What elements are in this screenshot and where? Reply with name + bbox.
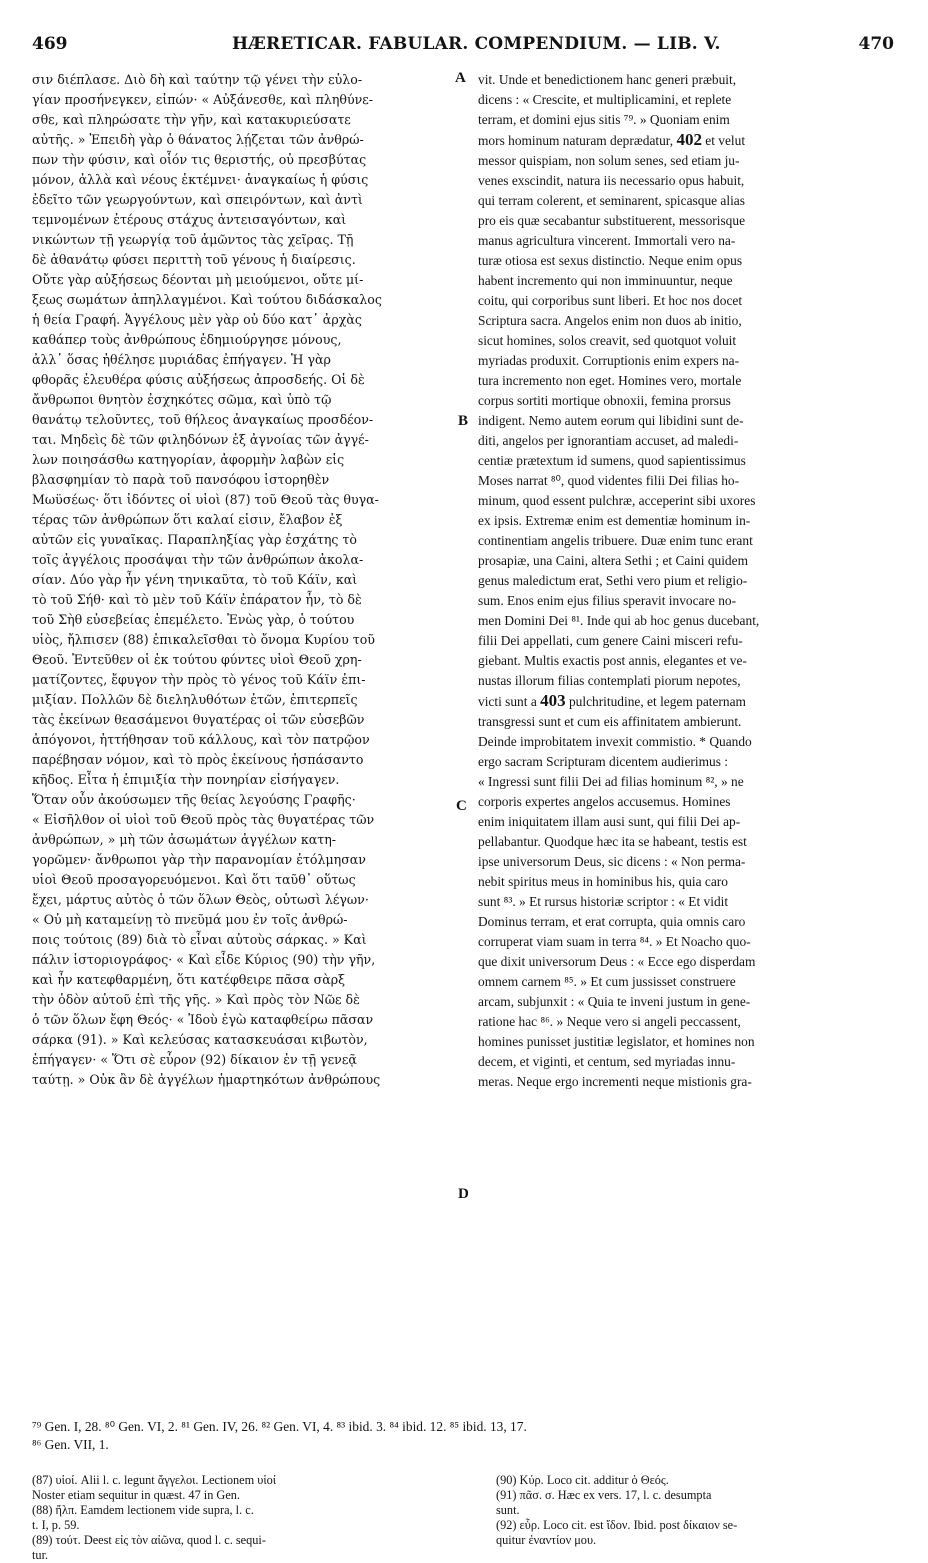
greek-text-line: ἀνθρώπων, » μὴ τῶν ἀσωμάτων ἀγγέλων κατη- [32, 832, 337, 847]
greek-text-line: τὸ τοῦ Σήθ· καὶ τὸ μὲν τοῦ Κάϊν ἐπάρατον ἦν, τὸ δὲ [32, 592, 362, 607]
latin-text-line: messor quispiam, non solum senes, sed etiam ju- [478, 153, 740, 168]
greek-text-line: καθάπερ τοὺς ἀνθρώπους ἐδημιούργησε μόνους, [32, 332, 342, 347]
latin-text-line: corpus sortiti mortique obnoxii, femina prorsus [478, 393, 731, 408]
footnote-line: (92) εὗρ. Loco cit. est ἴδον. Ibid. post δίκαιον se- [496, 1518, 738, 1532]
footnotes-right [496, 1473, 896, 1548]
greek-text-line: ταύτῃ. » Οὐκ ἂν δὲ ἀγγέλων ἡμαρτηκότων ἀνθρώπους [32, 1072, 381, 1087]
latin-column [478, 70, 894, 1092]
greek-text-line: τοῖς ἀγγέλοις προσάψαι τὴν τῶν ἀνθρώπων ἀκολα- [32, 552, 364, 567]
greek-text-line: κῆδος. Εἶτα ἡ ἐπιμιξία τὴν πονηρίαν εἰσήγαγεν. [32, 772, 340, 787]
greek-text-line: βλασφημίαν τὸ παρὰ τοῦ πανσόφου ἱστορηθὲν [32, 472, 330, 487]
latin-text-line: qui terram colerent, et seminarent, spicasque alias [478, 193, 745, 208]
latin-text-line: mors hominum naturam deprædatur, 402 et velut [478, 130, 746, 149]
latin-text-line: manus agricultura vincerent. Immortali vero na- [478, 233, 736, 248]
greek-text-line: σιν διέπλασε. Διὸ δὴ καὶ ταύτην τῷ γένει τὴν εὐλο- [32, 72, 363, 87]
greek-text-line: σίαν. Δύο γὰρ ἦν γένη τηνικαῦτα, τὸ τοῦ Κάϊν, καὶ [32, 572, 358, 587]
latin-text-line: arcam, subjunxit : « Quia te inveni justum in gene- [478, 994, 751, 1009]
greek-text-line: « Εἰσῆλθον οἱ υἱοὶ τοῦ Θεοῦ πρὸς τὰς θυγατέρας τῶν [32, 812, 375, 827]
footnote-line: sunt. [496, 1503, 520, 1517]
greek-text-line: ἐδεῖτο τῶν γεωργούντων, καὶ σπειρόντων, καὶ ἀντὶ [32, 192, 363, 207]
latin-text-line: dicens : « Crescite, et multiplicamini, et replete [478, 92, 732, 107]
greek-text-line: Μωϋσέως· ὅτι ἰδόντες οἱ υἱοὶ (87) τοῦ Θεοῦ τὰς θυγα- [32, 492, 379, 507]
latin-text-line: ipse universorum Deus, sic dicens : « Non perma- [478, 854, 746, 869]
greek-text-line: λων ποιησάσθω κατηγορίαν, ἀφορμὴν λαβὼν εἰς [32, 452, 345, 467]
greek-text-line: πων τὴν φύσιν, καὶ οἷόν τις θεριστής, οὐ πρεσβύτας [32, 152, 367, 167]
latin-text-line: omnem carnem ⁸⁵. » Et cum jussisset construere [478, 974, 736, 989]
latin-text-line: vit. Unde et benedictionem hanc generi præbuit, [478, 72, 737, 87]
latin-text-line: pro eis quæ secabantur substituerent, messorisque [478, 213, 746, 228]
latin-text-line: nebit spiritus meus in hominibus his, quia caro [478, 874, 728, 889]
latin-text-line: transgressi sunt et cum eis affinitatem ambierunt. [478, 714, 742, 729]
latin-text-line: ergo sacram Scripturam dicentem audierimus : [478, 754, 729, 769]
footnote-line: quitur ἐναντίον μου. [496, 1533, 597, 1547]
greek-text-line: ἄνθρωποι θνητὸν ἐσχηκότες σῶμα, καὶ ὑπὸ τῷ [32, 392, 332, 407]
greek-text-line: τέρας τῶν ἀνθρώπων ὅτι καλαί εἰσιν, ἔλαβον ἐξ [32, 512, 343, 527]
greek-text-line: αὐτῶν εἰς γυναῖκας. Παραπληξίας γὰρ ἐσχάτης τὸ [32, 532, 357, 547]
latin-text-line: men Domini Dei ⁸¹. Inde qui ab hoc genus ducebant, [478, 613, 760, 628]
footnote-line: (89) τούτ. Deest εἰς τὸν αἰῶνα, quod l. c. sequi- [32, 1533, 266, 1547]
latin-text-line: genus maledictum erat, Sethi vero pium et religio- [478, 573, 748, 588]
latin-text-line: homines punisset justitiæ legislator, et homines non [478, 1034, 755, 1049]
latin-text-line: que dixit universorum Deus : « Ecce ego disperdam [478, 954, 756, 969]
latin-text-line: sum. Enos enim ejus filius speravit invocare no- [478, 593, 737, 608]
latin-text-line: tura incremento non eget. Homines vero, mortale [478, 373, 742, 388]
latin-text-line: corporis expertes angelos accusemus. Homines [478, 794, 731, 809]
greek-text-line: ται. Μηδεὶς δὲ τῶν φιληδόνων ἐξ ἀγνοίας τῶν ἀγγέ- [32, 432, 369, 447]
latin-text-line: sicut homines, solos creavit, sed quotquot voluit [478, 333, 737, 348]
greek-text-line: τοῦ Σὴθ εὐσεβείας ἐπεμέλετο. Ἐνὼς γὰρ, ὁ τούτου [32, 612, 355, 627]
latin-text-line: corruperat viam suam in terra ⁸⁴. » Et Noacho quo- [478, 934, 751, 949]
latin-text-line: ratione hac ⁸⁶. » Neque vero si angeli peccassent, [478, 1014, 741, 1029]
greek-text-line: γορῶμεν· ἄνθρωποι γὰρ τὴν παρανομίαν ἐτόλμησαν [32, 852, 366, 867]
margin-marker-a: A [455, 70, 466, 86]
greek-text-line: γίαν προσήνεγκεν, εἰπών· « Αὐξάνεσθε, καὶ πληθύνε- [32, 92, 374, 107]
greek-text-line: μόνον, ἀλλὰ καὶ νέους ἐκτέμνει· ἀναγκαίως ἡ φύσις [32, 172, 369, 187]
greek-text-line: Ὅταν οὖν ἀκούσωμεν τῆς θείας λεγούσης Γραφῆς· [32, 792, 356, 807]
latin-text-line: coitu, qui corporibus sunt liberi. Et hoc nos docet [478, 293, 743, 308]
footnote-line: (91) πᾶσ. σ. Hæc ex vers. 17, l. c. desumpta [496, 1488, 712, 1502]
greek-text-line: σάρκα (91). » Καὶ κελεύσας κατασκευάσαι κιβωτὸν, [32, 1032, 368, 1047]
latin-text-line: habent incremento qui non imminuuntur, neque [478, 273, 733, 288]
latin-text-line: pellabantur. Quodque hæc ita se habeant, testis est [478, 834, 747, 849]
page-number-left: 469 [32, 34, 68, 54]
greek-text-line: ἐπήγαγεν· « Ὅτι σὲ εὗρον (92) δίκαιον ἐν τῇ γενεᾷ [32, 1052, 357, 1067]
greek-text-line: ματίζοντες, ἔφυγον τὴν πρὸς τὸ γένος τοῦ Κάϊν ἐπι- [32, 672, 366, 687]
page-header [32, 26, 894, 60]
latin-text-line: ex ipsis. Extremæ enim est dementiæ hominum in- [478, 513, 751, 528]
greek-text-line: ὁ τῶν ὅλων ἔφη Θεός· « Ἰδοὺ ἐγὼ καταφθείρω πᾶσαν [32, 1012, 374, 1027]
latin-text-line: Moses narrat ⁸⁰, quod videntes filii Dei filias ho- [478, 473, 740, 488]
greek-text-line: Θεοῦ. Ἐντεῦθεν οἱ ἐκ τούτου φύντες υἱοὶ Θεοῦ χρη- [32, 652, 362, 667]
running-title: HÆRETICAR. FABULAR. COMPENDIUM. — LIB. V. [232, 34, 721, 54]
greek-text-line: ἀλλ᾽ ὅσας ἠθέλησε μυριάδας ἐπήγαγεν. Ἡ γὰρ [32, 352, 331, 367]
greek-text-line: υἱὸς, ἤλπισεν (88) ἐπικαλεῖσθαι τὸ ὄνομα Κυρίου τοῦ [32, 632, 375, 647]
greek-text-line: δὲ ἀθανάτῳ φύσει περιττὴ τοῦ γένους ἡ διαίρεσις. [32, 252, 356, 267]
latin-text-line: enim iniquitatem illam ausi sunt, qui filii Dei ap- [478, 814, 741, 829]
latin-text-line: centiæ prætextum id sumens, quod sapientissimus [478, 453, 746, 468]
greek-column [32, 70, 452, 1090]
scripture-references [32, 1418, 894, 1454]
greek-text-line: θανάτῳ τελοῦντες, τοῦ θήλεος ἀναγκαίως προσδέον- [32, 412, 374, 427]
latin-text-line: nustas illorum filias contemplati piorum nepotes, [478, 673, 741, 688]
latin-text-line: decem, et viginti, et centum, sed myriadas innu- [478, 1054, 736, 1069]
latin-text-line: terram, et domini ejus sitis ⁷⁹. » Quoniam enim [478, 112, 730, 127]
margin-marker-d: D [458, 1186, 469, 1202]
latin-text-line: giebant. Multis exactis post annis, elegantes et ve- [478, 653, 747, 668]
page-number-right: 470 [858, 34, 894, 54]
latin-text-line: prosapiæ, una Caini, altera Sethi ; et Caini quidem [478, 553, 748, 568]
footnote-line: tur. [32, 1548, 49, 1562]
latin-text-line: victi sunt a 403 pulchritudine, et legem paternam [478, 691, 746, 710]
greek-text-line: τεμνομένων ἑτέρους στάχυς ἀντεισαγόντων, καὶ [32, 212, 347, 227]
greek-text-line: τὴν ὁδὸν αὐτοῦ ἐπὶ τῆς γῆς. » Καὶ πρὸς τὸν Νῶε δὲ [32, 992, 360, 1007]
margin-marker-c: C [456, 798, 467, 814]
greek-text-line: ξεως σωμάτων ἀπηλλαγμένοι. Καὶ τούτου διδάσκαλος [32, 292, 382, 307]
greek-text-line: ἀπόγονοι, ἡττήθησαν τοῦ κάλλους, καὶ τὸν πατρῷον [32, 732, 370, 747]
latin-text-line: myriadas produxit. Corruptionis enim expers na- [478, 353, 740, 368]
greek-text-line: νικώντων τῇ γεωργίᾳ τοῦ ἀμῶντος τὰς χεῖρας. Τῇ [32, 232, 354, 247]
greek-text-line: αὐτῆς. » Ἐπειδὴ γὰρ ὁ θάνατος λῄζεται τῶν ἀνθρώ- [32, 132, 364, 147]
latin-text-line: sunt ⁸³. » Et rursus historiæ scriptor : « Et vidit [478, 894, 729, 909]
greek-text-line: Οὔτε γὰρ αὐξήσεως δέονται μὴ μειούμενοι, οὔτε μί- [32, 272, 364, 287]
greek-text-line: παρέβησαν νόμον, καὶ τὸ πρὸς ἐκείνους ἠσπάσαντο [32, 752, 364, 767]
greek-text-line: ἔχει, μάρτυς αὐτὸς ὁ τῶν ὅλων Θεὸς, οὑτωσὶ λέγων· [32, 892, 369, 907]
edition-page-number: 403 [540, 691, 566, 710]
footnote-line: t. I, p. 59. [32, 1518, 80, 1532]
latin-text-line: diti, angelos per ignorantiam accuset, ad maledi- [478, 433, 739, 448]
greek-text-line: σθε, καὶ πληρώσατε τὴν γῆν, καὶ κατακυριεύσατε [32, 112, 351, 127]
greek-text-line: πάλιν ἱστοριογράφος· « Καὶ εἶδε Κύριος (90) τὴν γῆν, [32, 952, 376, 967]
greek-text-line: μιξίαν. Πολλῶν δὲ διεληλυθότων ἐτῶν, ἐπιτερπεῖς [32, 692, 358, 707]
margin-marker-b: B [458, 413, 469, 429]
latin-text-line: filii Dei appellati, cum genere Caini misceri refu- [478, 633, 743, 648]
latin-text-line: Dominus terram, et erat corrupta, quia omnis caro [478, 914, 746, 929]
latin-text-line: continentiam angelis tribuere. Duæ enim tunc erant [478, 533, 753, 548]
greek-text-line: τὰς ἐκείνων θεασάμενοι θυγατέρας οἱ τῶν εὐσεβῶν [32, 712, 365, 727]
greek-text-line: υἱοὶ Θεοῦ προσαγορευόμενοι. Καὶ ὅτι ταῦθ᾽ οὕτως [32, 872, 356, 887]
footnote-line: Noster etiam sequitur in quæst. 47 in Gen. [32, 1488, 240, 1502]
latin-text-line: venes exscindit, natura iis necessario opus habuit, [478, 173, 745, 188]
footnote-line: (87) υἱοί. Alii l. c. legunt ἄγγελοι. Lectionem υἱοί [32, 1473, 277, 1487]
greek-text-line: ποις τούτοις (89) διὰ τὸ εἶναι αὐτοὺς σάρκας. » Καὶ [32, 932, 367, 947]
footnote-line: (88) ἤλπ. Eamdem lectionem vide supra, l. c. [32, 1503, 254, 1517]
edition-page-number: 402 [676, 130, 702, 149]
footnotes-left [32, 1473, 452, 1563]
greek-text-line: « Οὐ μὴ καταμείνῃ τὸ πνεῦμά μου ἐν τοῖς ἀνθρώ- [32, 912, 348, 927]
latin-text-line: Deinde improbitatem invexit commistio. * Quando [478, 734, 752, 749]
latin-text-line: minum, quod essent pulchræ, acceperint sibi uxores [478, 493, 756, 508]
reference-line: ⁷⁹ Gen. I, 28. ⁸⁰ Gen. VI, 2. ⁸¹ Gen. IV, 26. ⁸² Gen. VI, 4. ⁸³ ibid. 3. ⁸⁴ ibid. 12. ⁸⁵ ibid. 13, 17. [32, 1419, 527, 1434]
latin-text-line: meras. Neque ergo incrementi neque mistionis gra- [478, 1074, 752, 1089]
greek-text-line: ἡ θεία Γραφή. Ἀγγέλους μὲν γὰρ οὐ δύο κατ᾽ ἀρχὰς [32, 312, 362, 327]
latin-text-line: turæ otiosa est sexus distinctio. Neque enim opus [478, 253, 743, 268]
latin-text-line: Scriptura sacra. Angelos enim non duos ab initio, [478, 313, 742, 328]
footnote-line: (90) Κύρ. Loco cit. additur ὁ Θεός. [496, 1473, 669, 1487]
latin-text-line: indigent. Nemo autem eorum qui libidini sunt de- [478, 413, 744, 428]
greek-text-line: καὶ ἦν κατεφθαρμένη, ὅτι κατέφθειρε πᾶσα σὰρξ [32, 972, 346, 987]
reference-line: ⁸⁶ Gen. VII, 1. [32, 1437, 109, 1452]
greek-text-line: φθορᾶς ἐλευθέρα φύσις αὐξήσεως ἀπροσδεής. Οἱ δὲ [32, 372, 365, 387]
latin-text-line: « Ingressi sunt filii Dei ad filias hominum ⁸², » ne [478, 774, 744, 789]
